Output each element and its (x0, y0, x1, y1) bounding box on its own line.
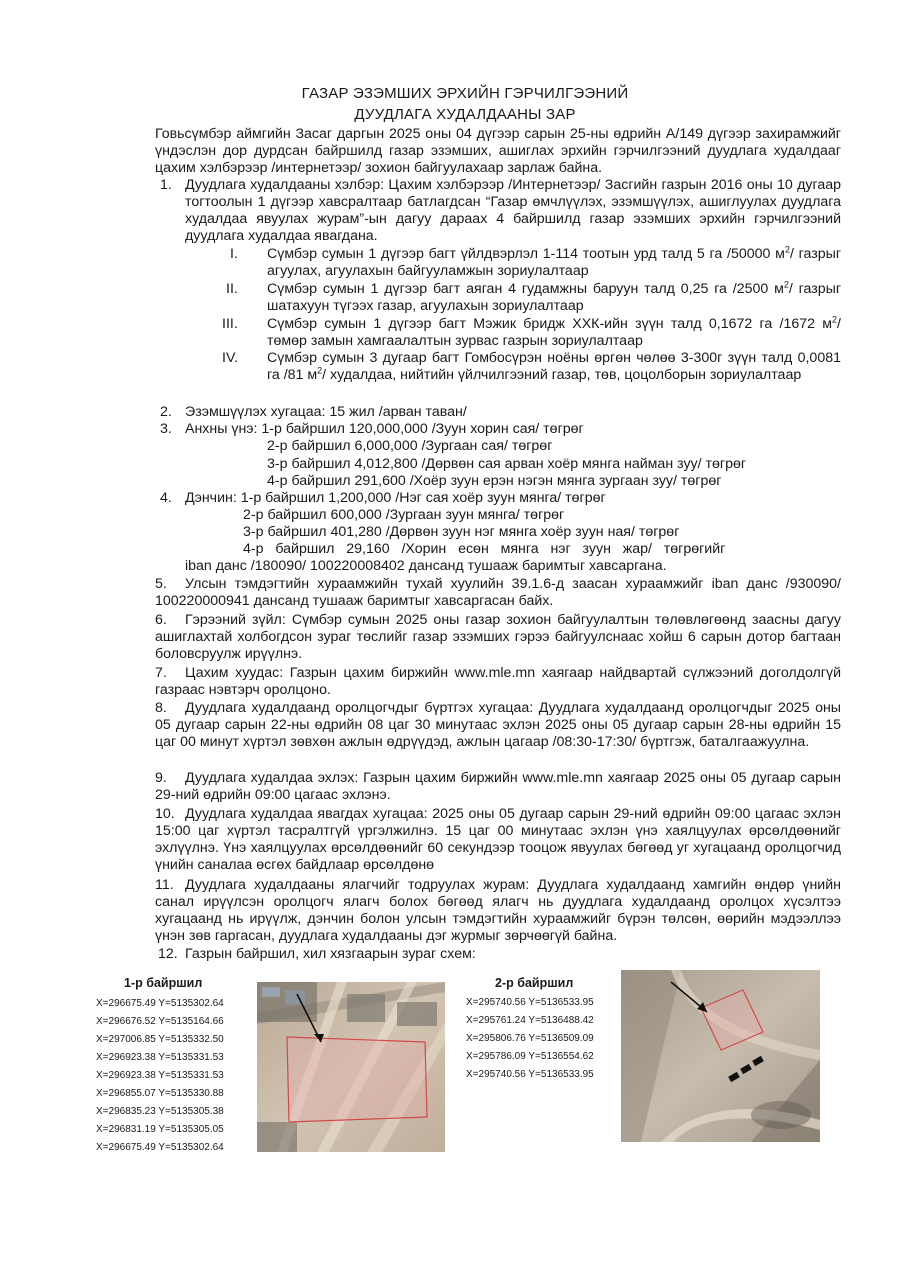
item-10-text: Дуудлага худалдаа явагдах хугацаа: 2025 оны 05 дугаар сарын 29-ний өдрийн 09:00 цагаас эхлэн 15:00 цаг хүртэл тасралтгүй үргэлжилнэ. 15 цаг 00 минутаас эхлэн үнэ хаялцуулах өрсөлдөөнийг эхлүүлнэ. Үнэ хаялцуулах өрсөлдөөнийг 60 секундээр тооцож явуулах бөгөөд уг хугацаанд оролцогчид үнийн саналаа өсгөх байдлаар өрсөлдөнө (155, 806, 841, 873)
item-3-number: 3. (160, 421, 172, 437)
sub-1-text: Сүмбэр сумын 1 дүгээр багт үйлдвэрлэл 1-114 тоотын урд талд 5 га /50000 $м^2/$ газрыг агуулах, агуулахын байгууламжын зориулалтаар (267, 244, 842, 279)
item-10-paragraph (155, 806, 841, 874)
sub-2-number: II. (226, 281, 238, 297)
item-4-line3: 3-р байршил 401,280 /Дөрвөн зуун нэг мянга хоёр зуун ная/ төгрөг (243, 524, 680, 540)
item-8-text: Дуудлага худалдаанд оролцогчдыг бүртгэх хугацаа: Дуудлага худалдаанд оролцогчдыг 2025 оны 05 дугаар сарын 22-ны өдрийн 08 цаг 30 минутаас эхлэн 2025 оны 05 дугаар сарын 28-ны өдрийн 15 цаг 00 минут хүртэл зөвхөн ажлын өдрүүдэд, ажлын цагаар /08:30-17:30/ бүртгэж, баталгаажуулна. (155, 700, 841, 750)
item-6-text: Гэрээний зүйл: Сүмбэр сумын 2025 оны газар зохион байгуулалтын төлөвлөгөөнд заасны дагуу ашиглахтай холбогдсон зураг төслийг газар эзэмших гэрээ байгуулснаас хойш 6 сарын дотор багтаан боловсруулж ирүүлнэ. (155, 612, 841, 662)
satellite-image (621, 970, 820, 1142)
site-1-map-image (257, 982, 445, 1152)
coordinate: X=295740.56 Y=5136533.95 (466, 1069, 594, 1080)
item-3-line3: 3-р байршил 4,012,800 /Дөрвөн сая арван хоёр мянга найман зуу/ төгрөг (267, 456, 747, 472)
coordinate: X=296676.52 Y=5135164.66 (96, 1016, 224, 1027)
item-8-paragraph (155, 700, 841, 751)
document-title-line2: ДУУДЛАГА ХУДАЛДААНЫ ЗАР (354, 106, 576, 123)
item-11-number: 11. (155, 877, 174, 893)
item-7-number: 7. (155, 665, 167, 681)
coordinate: X=296675.49 Y=5135302.64 (96, 998, 224, 1009)
coordinate: X=296923.38 Y=5135331.53 (96, 1052, 224, 1063)
item-5-number: 5. (155, 576, 167, 592)
item-1-number: 1. (160, 177, 172, 193)
item-9-number: 9. (155, 770, 167, 786)
coordinate: X=296923.38 Y=5135331.53 (96, 1070, 224, 1081)
item-7-text: Цахим хуудас: Газрын цахим биржийн www.mle.mn хаягаар найдвартай сүлжээний доголдолгүй газраас нэвтэрч оролцоно. (155, 665, 841, 698)
coordinate: X=295761.24 Y=5136488.42 (466, 1015, 594, 1026)
sub-4-number: IV. (222, 350, 239, 366)
coordinate: X=297006.85 Y=5135332.50 (96, 1034, 224, 1045)
sub-2-text: Сүмбэр сумын 1 дүгээр багт аяган 4 гудамжны баруун талд 0,25 га /2500 $м^2/$ газрыг шатахуун түгээх газар, агуулахын зориулалтаар (267, 279, 842, 314)
item-10-number: 10. (155, 806, 175, 822)
coordinate: X=296831.19 Y=5135305.05 (96, 1124, 224, 1135)
coordinate: X=295740.56 Y=5136533.95 (466, 997, 594, 1008)
site-2-map-image (621, 970, 820, 1142)
item-11-paragraph (155, 877, 841, 945)
item-7-paragraph (155, 665, 841, 699)
item-3-line2: 2-р байршил 6,000,000 /Зургаан сая/ төгрөг (267, 438, 553, 454)
item-12-number: 12. (158, 946, 178, 962)
item-3-line4: 4-р байршил 291,600 /Хоёр зуун ерэн нэгэн мянга зургаан зуу/ төгрөг (267, 473, 722, 489)
item-2-number: 2. (160, 404, 172, 420)
coordinate: X=296675.49 Y=5135302.64 (96, 1142, 224, 1153)
item-5-paragraph (155, 576, 841, 610)
item-5-text: Улсын тэмдэгтийн хураамжийн тухай хуулийн 39.1.6-д заасан хураамжийг iban данс /930090/ 100220000941 дансанд тушааж баримтыг хавсаргасан байх. (155, 576, 841, 609)
item-1-text: Дуудлага худалдааны хэлбэр: Цахим хэлбэрээр /Интернетээр/ Засгийн газрын 2016 оны 10 дугаар тогтоолын 1 дүгээр хавсралтаар батлагдсан “Газар өмчлүүлэх, эзэмшүүлэх, ашиглуулах дуудлага худалдаа явуулах журам”-ын дагуу дараах 4 байршилд газар эзэмших эрхийн гэрчилгээний дуудлага худалдаа явагдана. (185, 177, 841, 244)
item-9-text: Дуудлага худалдаа эхлэх: Газрын цахим биржийн www.mle.mn хаягаар 2025 оны 05 дугаар сарын 29-ний өдрийн 09:00 цагаас эхлэнэ. (155, 770, 841, 803)
satellite-image (257, 982, 445, 1152)
coordinate: X=296855.07 Y=5135330.88 (96, 1088, 224, 1099)
coordinate: X=296835.23 Y=5135305.38 (96, 1106, 224, 1117)
sub-4-text: Сүмбэр сумын 3 дугаар багт Гомбосүрэн ноёны өргөн чөлөө 3-300г зүүн талд 0,0081 га /81 $м^2/$ худалдаа, нийтийн үйлчилгээний газар, төв, цоцолборын зориулалтаар (267, 350, 841, 383)
item-4-line4: 4-р байршил 29,160 /Хорин есөн мянга нэг зуун жар/ төгрөгийг (243, 541, 726, 557)
item-8-number: 8. (155, 700, 167, 716)
item-12-text: Газрын байршил, хил хязгаарын зураг схем: (185, 946, 476, 962)
item-3-line1: Анхны үнэ: 1-р байршил 120,000,000 /Зуун хорин сая/ төгрөг (185, 421, 584, 437)
sub-3-number: III. (222, 316, 238, 332)
item-4-line2: 2-р байршил 600,000 /Зургаан зуун мянга/ төгрөг (243, 507, 565, 523)
item-2-text: Эзэмшүүлэх хугацаа: 15 жил /арван таван/ (185, 404, 467, 420)
site-2-title: 2-р байршил (495, 976, 574, 990)
item-4-number: 4. (160, 490, 172, 506)
item-6-paragraph (155, 612, 841, 663)
sub-1-number: I. (230, 246, 238, 262)
coordinate: X=295806.76 Y=5136509.09 (466, 1033, 594, 1044)
intro-text: Говьсүмбэр аймгийн Засаг даргын 2025 оны 04 дүгээр сарын 25-ны өдрийн А/149 дүгээр захирамжийг үндэслэн дор дурдсан байршилд газар эзэмших, ашиглах эрхийн гэрчилгээний дуудлага худалдааг цахим хэлбэрээр /интернетээр/ зохион байгуулахаар зарлаж байна. (155, 126, 841, 176)
intro-paragraph (155, 126, 841, 177)
sub-3-text: Сүмбэр сумын 1 дүгээр багт Мэжик бридж ХХК-ийн зүүн талд 0,1672 га /1672 $м^2/$ төмөр замын хамгаалалтын зурвас газрын зориулалтаар (267, 314, 841, 349)
item-11-text: Дуудлага худалдааны ялагчийг тодруулах журам: Дуудлага худалдаанд хамгийн өндөр үнийн санал ирүүлсэн оролцогч ялагч болох бөгөөд ялагч нь дуудлага худалдаанд оролцох хүсэлтээ хугацаанд нь ирүүлж, дэнчин болон улсын тэмдэгтийн хураамжийг бүрэн төлсөн, өөрийн мэдээллээ үнэн зөв гаргасан, дуудлага худалдааны дэг журмыг зөрчөөгүй байна. (155, 877, 841, 944)
site-1-title: 1-р байршил (124, 976, 203, 990)
item-6-number: 6. (155, 612, 167, 628)
item-4-line1: Дэнчин: 1-р байршил 1,200,000 /Нэг сая хоёр зуун мянга/ төгрөг (185, 490, 606, 506)
document-title-line1: ГАЗАР ЭЗЭМШИХ ЭРХИЙН ГЭРЧИЛГЭЭНИЙ (301, 85, 629, 102)
coordinate: X=295786.09 Y=5136554.62 (466, 1051, 594, 1062)
item-4-line5: iban данс /180090/ 100220008402 дансанд тушааж баримтыг хавсаргана. (185, 558, 667, 574)
item-9-paragraph (155, 770, 841, 804)
